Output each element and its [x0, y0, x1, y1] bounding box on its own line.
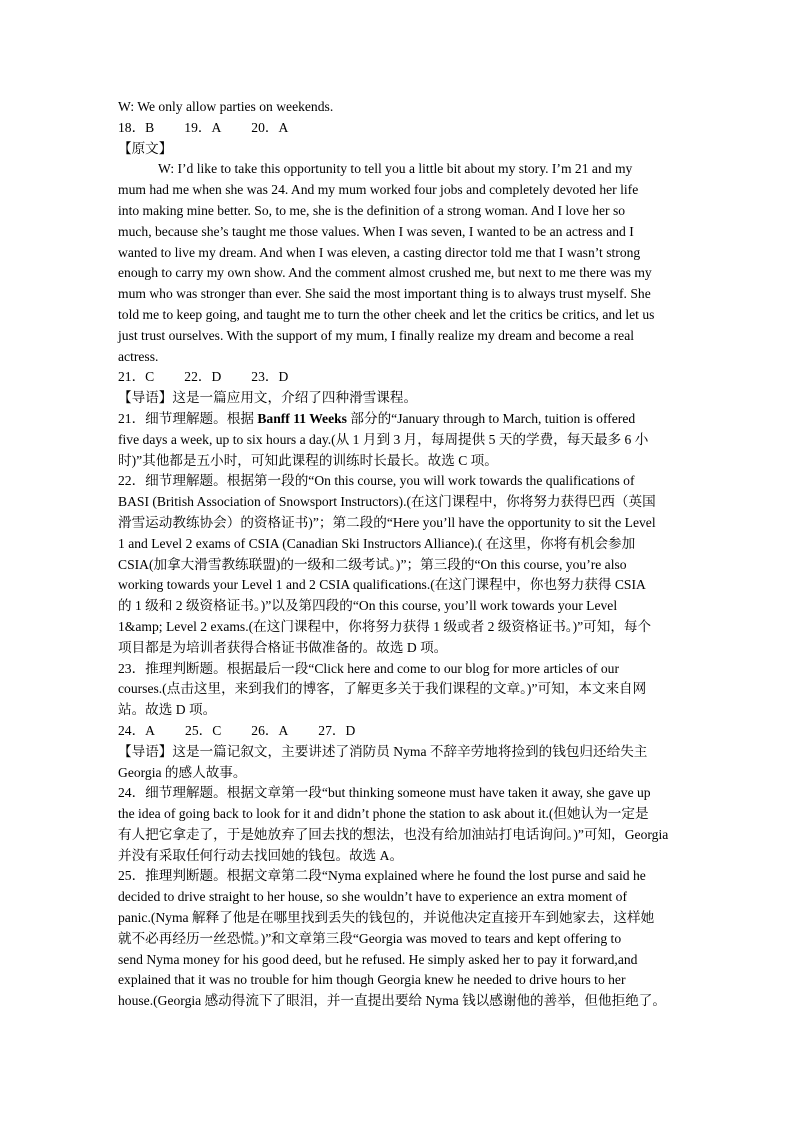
answer-24: 24．A — [118, 722, 156, 738]
text-span: 21．细节理解题。根据 — [118, 410, 258, 426]
text-line: explained that it was no trouble for him though Georgia knew he needed to drive hours to her — [118, 972, 626, 988]
text-line: 【导语】这是一篇应用文，介绍了四种滑雪课程。 — [118, 390, 418, 406]
text-line: working towards your Level 1 and 2 CSIA qualifications.(在这门课程中，你也努力获得 CSIA — [118, 577, 646, 593]
text-line: decided to drive straight to her house, so she wouldn’t have to experience an extra moment of — [118, 889, 627, 905]
answer-25: 25．C — [185, 722, 222, 738]
text-line: 【导语】这是一篇记叙文，主要讲述了消防员 Nyma 不辞辛劳地将捡到的钱包归还给失主 — [118, 743, 648, 759]
text-line: much, because she’s taught me those values. When I was seven, I wanted to be an actress and I — [118, 223, 634, 239]
text-line: into making mine better. So, to me, she is the definition of a strong woman. And I love her so — [118, 202, 626, 218]
text-line: CSIA(加拿大滑雪教练联盟)的一级和二级考试。)”；第三段的“On this course, you’re also — [118, 556, 627, 572]
text-line: mum had me when she was 24. And my mum worked four jobs and completely devoted her life — [118, 182, 639, 198]
text-line: mum who was stronger than ever. She said the most important thing is to always trust myself. She — [118, 286, 651, 302]
bold-span: Banff 11 Weeks — [257, 410, 347, 426]
section-heading-original-text: 【原文】 — [118, 140, 173, 156]
text-line: W: I’d like to take this opportunity to tell you a little bit about my story. I’m 21 and my — [158, 161, 633, 177]
text-line: 时)”其他都是五小时，可知此课程的训练时长最长。故选 C 项。 — [118, 452, 498, 468]
text-line: 1&amp; Level 2 exams.(在这门课程中，你将努力获得 1 级或者 2 级资格证书。)”可知，每个 — [118, 618, 652, 634]
text-line: 就不必再经历一丝恐慌。)”和文章第三段“Georgia was moved to tears and kept offering to — [118, 930, 622, 946]
text-line: 站。故选 D 项。 — [118, 702, 217, 718]
answer-22: 22．D — [184, 369, 222, 385]
text-line: the idea of going back to look for it and didn’t phone the station to ask about it.(但她认为一定是 — [118, 806, 649, 822]
answer-row — [118, 721, 678, 742]
text-line: W: We only allow parties on weekends. — [118, 99, 334, 114]
text-span: 部分的“January through to March, tuition is offered — [346, 410, 636, 426]
text-line: 的 1 级和 2 级资格证书。)”以及第四段的“On this course, you’ll work towards your Level — [118, 598, 618, 614]
text-line: panic.(Nyma 解释了他是在哪里找到丢失的钱包的，并说他决定直接开车到她家去，这样她 — [118, 910, 655, 926]
text-line — [118, 409, 678, 430]
answer-row — [118, 118, 678, 139]
text-line: 有人把它拿走了，于是她放弃了回去找的想法，也没有给加油站打电话询问。)”可知，Georgia — [118, 826, 669, 842]
answer-19: 19．A — [184, 119, 222, 135]
text-line: actress. — [118, 348, 159, 364]
answer-row — [118, 367, 678, 388]
text-line: courses.(点击这里，来到我们的博客，了解更多关于我们课程的文章。)”可知，本文来自网 — [118, 681, 647, 697]
text-line: 23．推理判断题。根据最后一段“Click here and come to our blog for more articles of our — [118, 660, 619, 676]
text-line: wanted to live my dream. And when I was eleven, a casting director told me that I wasn’t strong — [118, 244, 641, 260]
text-line: 项目都是为培训者获得合格证书做准备的。故选 D 项。 — [118, 639, 448, 655]
text-line: 并没有采取任何行动去找回她的钱包。故选 A。 — [118, 847, 404, 863]
text-line: house.(Georgia 感动得流下了眼泪，并一直提出要给 Nyma 钱以感谢他的善举，但他拒绝了。 — [118, 993, 666, 1009]
answer-21: 21．C — [118, 369, 155, 385]
text-line: 22．细节理解题。根据第一段的“On this course, you will work towards the qualifications of — [118, 473, 635, 489]
text-line: 25．推理判断题。根据文章第二段“Nyma explained where he found the lost purse and said he — [118, 868, 646, 884]
answer-23: 23．D — [251, 369, 289, 385]
text-line: BASI (British Association of Snowsport Instructors).(在这门课程中，你将努力获得巴西（英国 — [118, 494, 656, 510]
text-line: 24．细节理解题。根据文章第一段“but thinking someone must have taken it away, she gave up — [118, 785, 651, 801]
text-line: 1 and Level 2 exams of CSIA (Canadian Ski Instructors Alliance).( 在这里，你将有机会参加 — [118, 535, 636, 551]
text-line: enough to carry my own show. And the comment almost crushed me, but next to me there was my — [118, 265, 652, 281]
text-line: told me to keep going, and taught me to turn the other cheek and let the critics be critics, and let us — [118, 306, 655, 322]
text-line: five days a week, up to six hours a day.(从 1 月到 3 月，每周提供 5 天的学费，每天最多 6 小 — [118, 431, 649, 447]
answer-26: 26．A — [251, 722, 289, 738]
answer-18: 18．B — [118, 119, 155, 135]
text-line: send Nyma money for his good deed, but he refused. He simply asked her to pay it forward,and — [118, 951, 638, 967]
answer-27: 27．D — [318, 722, 356, 738]
text-line: 滑雪运动教练协会）的资格证书)”；第二段的“Here you’ll have the opportunity to sit the Level — [118, 514, 656, 530]
text-line: Georgia 的感人故事。 — [118, 764, 247, 780]
answer-20: 20．A — [251, 119, 289, 135]
text-line: just trust ourselves. With the support of my mum, I finally realize my dream and become a real — [118, 327, 634, 343]
document-page — [118, 97, 678, 1012]
